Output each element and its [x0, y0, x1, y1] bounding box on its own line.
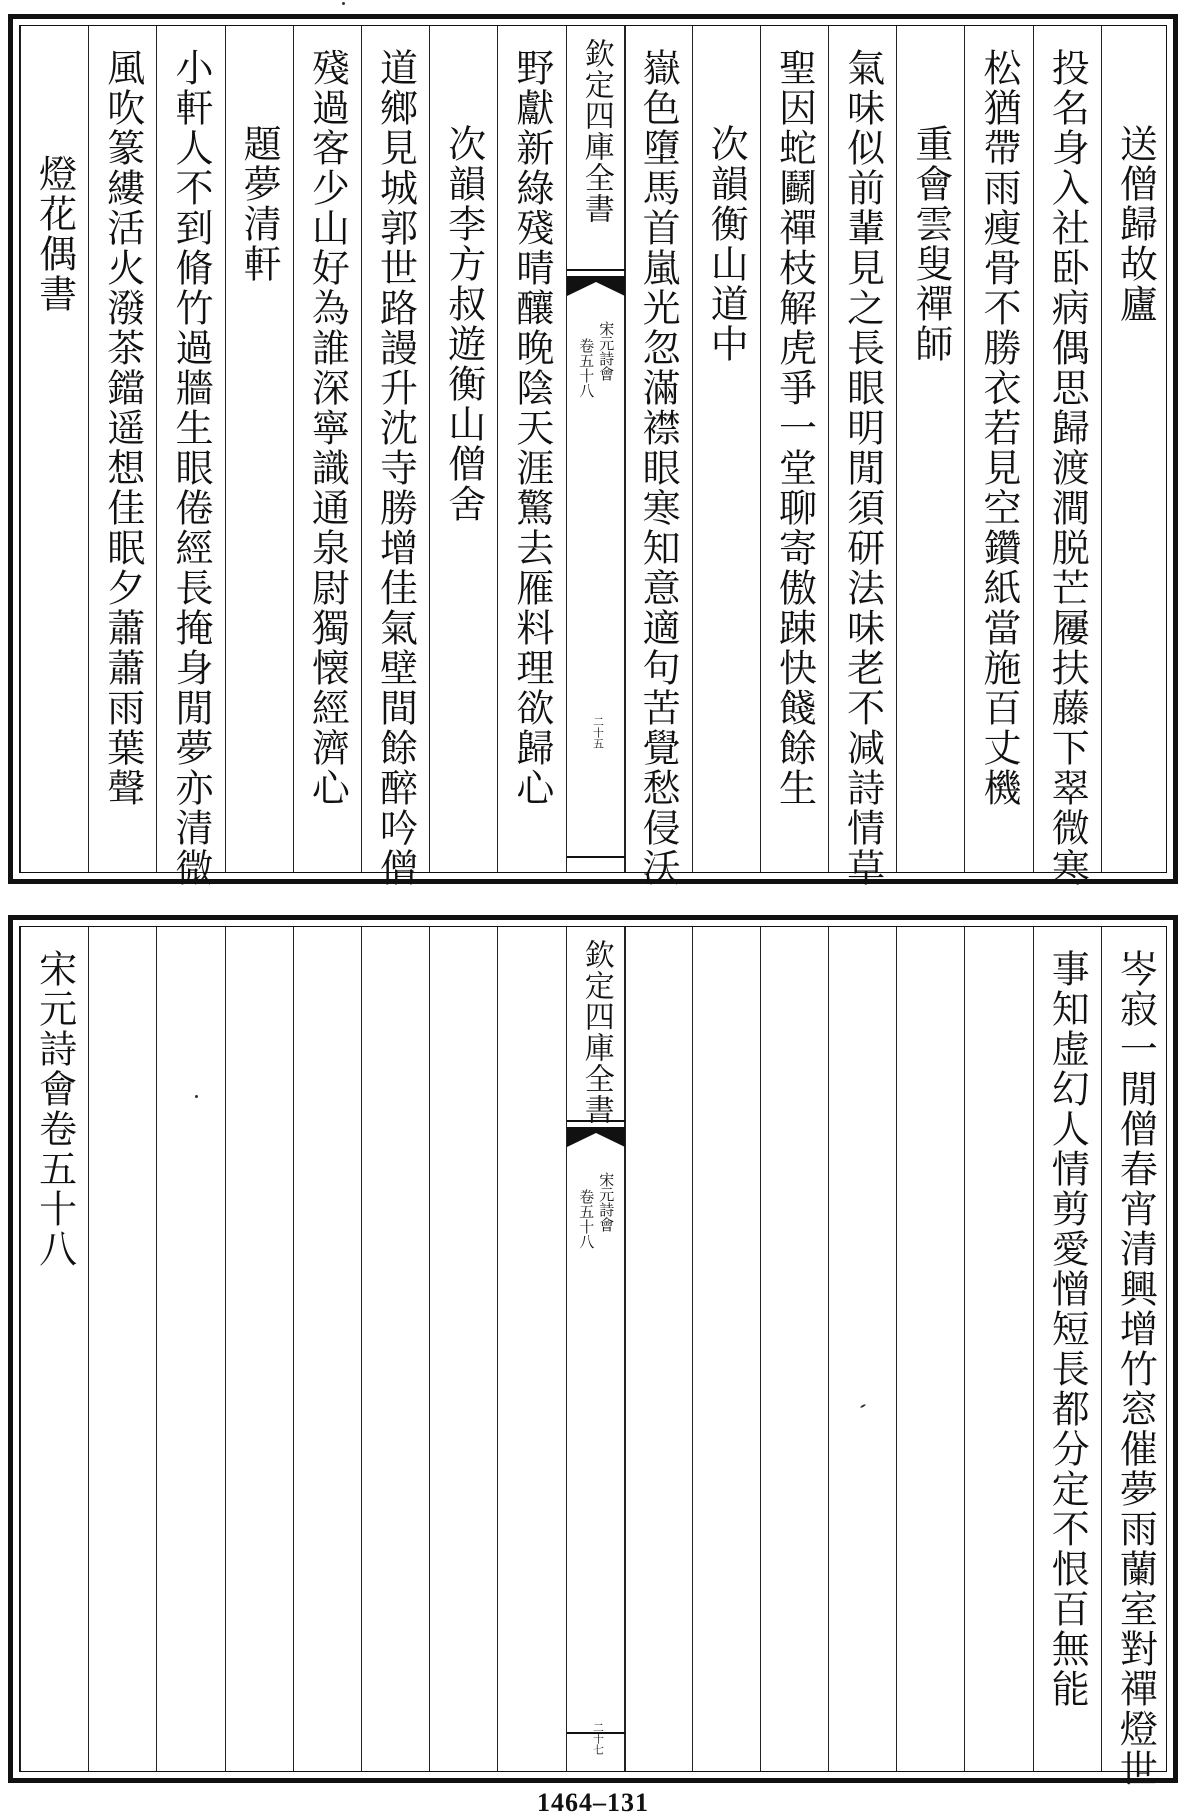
right-text-column	[760, 927, 828, 1771]
poem-line: 道鄉見城郭世路謾升沈寺勝增佳氣壁間餘醉吟僧	[373, 48, 418, 888]
poem-line: 野獻新綠殘晴釀晚陰天涯驚去雁料理欲歸心	[509, 48, 554, 808]
right-text-column	[760, 26, 828, 872]
poem-line: 宋元詩會卷五十八	[32, 949, 77, 1269]
fishtail-bottom-rule	[567, 856, 625, 858]
poem-title: 送僧歸故廬	[1113, 124, 1158, 324]
ink-speck	[195, 1095, 198, 1098]
poem-line: 岑寂一閒僧春宵清興增竹窓催夢雨蘭室對禪燈世	[1113, 949, 1158, 1789]
folio-number: 二十七	[591, 1722, 605, 1755]
left-text-column	[156, 927, 224, 1771]
right-text-column	[828, 26, 896, 888]
center-column	[566, 927, 626, 1771]
left-text-column	[497, 927, 565, 1771]
left-text-column	[20, 927, 88, 1771]
left-text-column	[88, 26, 156, 872]
fishtail-mark-icon	[567, 1117, 625, 1157]
left-text-column	[293, 927, 361, 1771]
left-text-column	[20, 26, 88, 872]
left-text-column	[156, 26, 224, 888]
book-title-label: 宋元詩會	[597, 1172, 616, 1232]
poem-line: 殘過客少山好為誰深寧識通泉尉獨懐經濟心	[305, 48, 350, 808]
left-text-column	[361, 26, 429, 888]
right-text-column	[896, 26, 964, 872]
right-text-column	[692, 927, 760, 1771]
poem-title: 次韻衡山道中	[704, 124, 749, 364]
right-text-column	[964, 26, 1032, 872]
volume-label: 卷五十八	[577, 338, 596, 398]
left-text-column	[429, 927, 497, 1771]
poem-title: 燈花偶書	[32, 154, 77, 314]
right-text-column	[624, 927, 692, 1771]
poem-title: 重會雲叟禪師	[908, 124, 953, 364]
bottom-folio-page	[8, 915, 1178, 1789]
ink-speck	[342, 2, 345, 5]
center-column	[566, 26, 626, 872]
volume-label: 卷五十八	[577, 1189, 596, 1249]
left-text-column	[429, 26, 497, 872]
right-text-column	[828, 927, 896, 1771]
bottom-page-frame	[19, 926, 1167, 1789]
left-text-column	[88, 927, 156, 1771]
poem-line: 嶽色墮馬首嵐光忽滿襟眼寒知意適句苦覺愁侵沃	[636, 48, 681, 888]
collection-title: 欽定四庫全書	[578, 939, 614, 1125]
poem-line: 聖因蛇鬬禪枝解虎爭一堂聊寄傲踈快餞餘生	[772, 48, 817, 808]
right-text-column	[896, 927, 964, 1771]
poem-title: 次韻李方叔遊衡山僧舍	[441, 124, 486, 524]
top-page-frame	[19, 25, 1167, 888]
left-text-column	[361, 927, 429, 1771]
collection-title: 欽定四庫全書	[578, 38, 614, 224]
right-text-column	[692, 26, 760, 872]
right-text-column	[1033, 26, 1101, 888]
left-text-column	[497, 26, 565, 872]
right-text-column	[1101, 927, 1169, 1789]
left-text-column	[293, 26, 361, 872]
right-text-column	[964, 927, 1032, 1771]
page-code: 1464–131	[537, 1788, 649, 1817]
poem-line: 事知虚幻人情剪愛憎短長都分定不恨百無能	[1045, 949, 1090, 1709]
poem-line: 投名身入社卧病偶思歸渡澗脱芒屨扶藤下翠微寒	[1045, 48, 1090, 888]
right-text-column	[1033, 927, 1101, 1771]
book-title-label: 宋元詩會	[597, 321, 616, 381]
top-folio-page	[8, 14, 1178, 888]
poem-title: 題夢清軒	[237, 124, 282, 284]
right-text-column	[624, 26, 692, 888]
right-text-column	[1101, 26, 1169, 872]
poem-line: 氣味似前輩見之長眼明閒須研法味老不减詩情草	[840, 48, 885, 888]
fishtail-mark-icon	[567, 266, 625, 306]
poem-line: 風吹篆縷活火潑茶鐺遥想佳眠夕蕭蕭雨葉聲	[100, 48, 145, 808]
fishtail-bottom-rule	[567, 1732, 625, 1734]
left-text-column	[225, 927, 293, 1771]
left-text-column	[225, 26, 293, 872]
poem-line: 松猶帶雨瘦骨不勝衣若見空鑽紙當施百丈機	[977, 48, 1022, 808]
poem-line: 小軒人不到脩竹過牆生眼倦經長掩身閒夢亦清微	[168, 48, 213, 888]
folio-number: 二十五	[591, 716, 605, 749]
